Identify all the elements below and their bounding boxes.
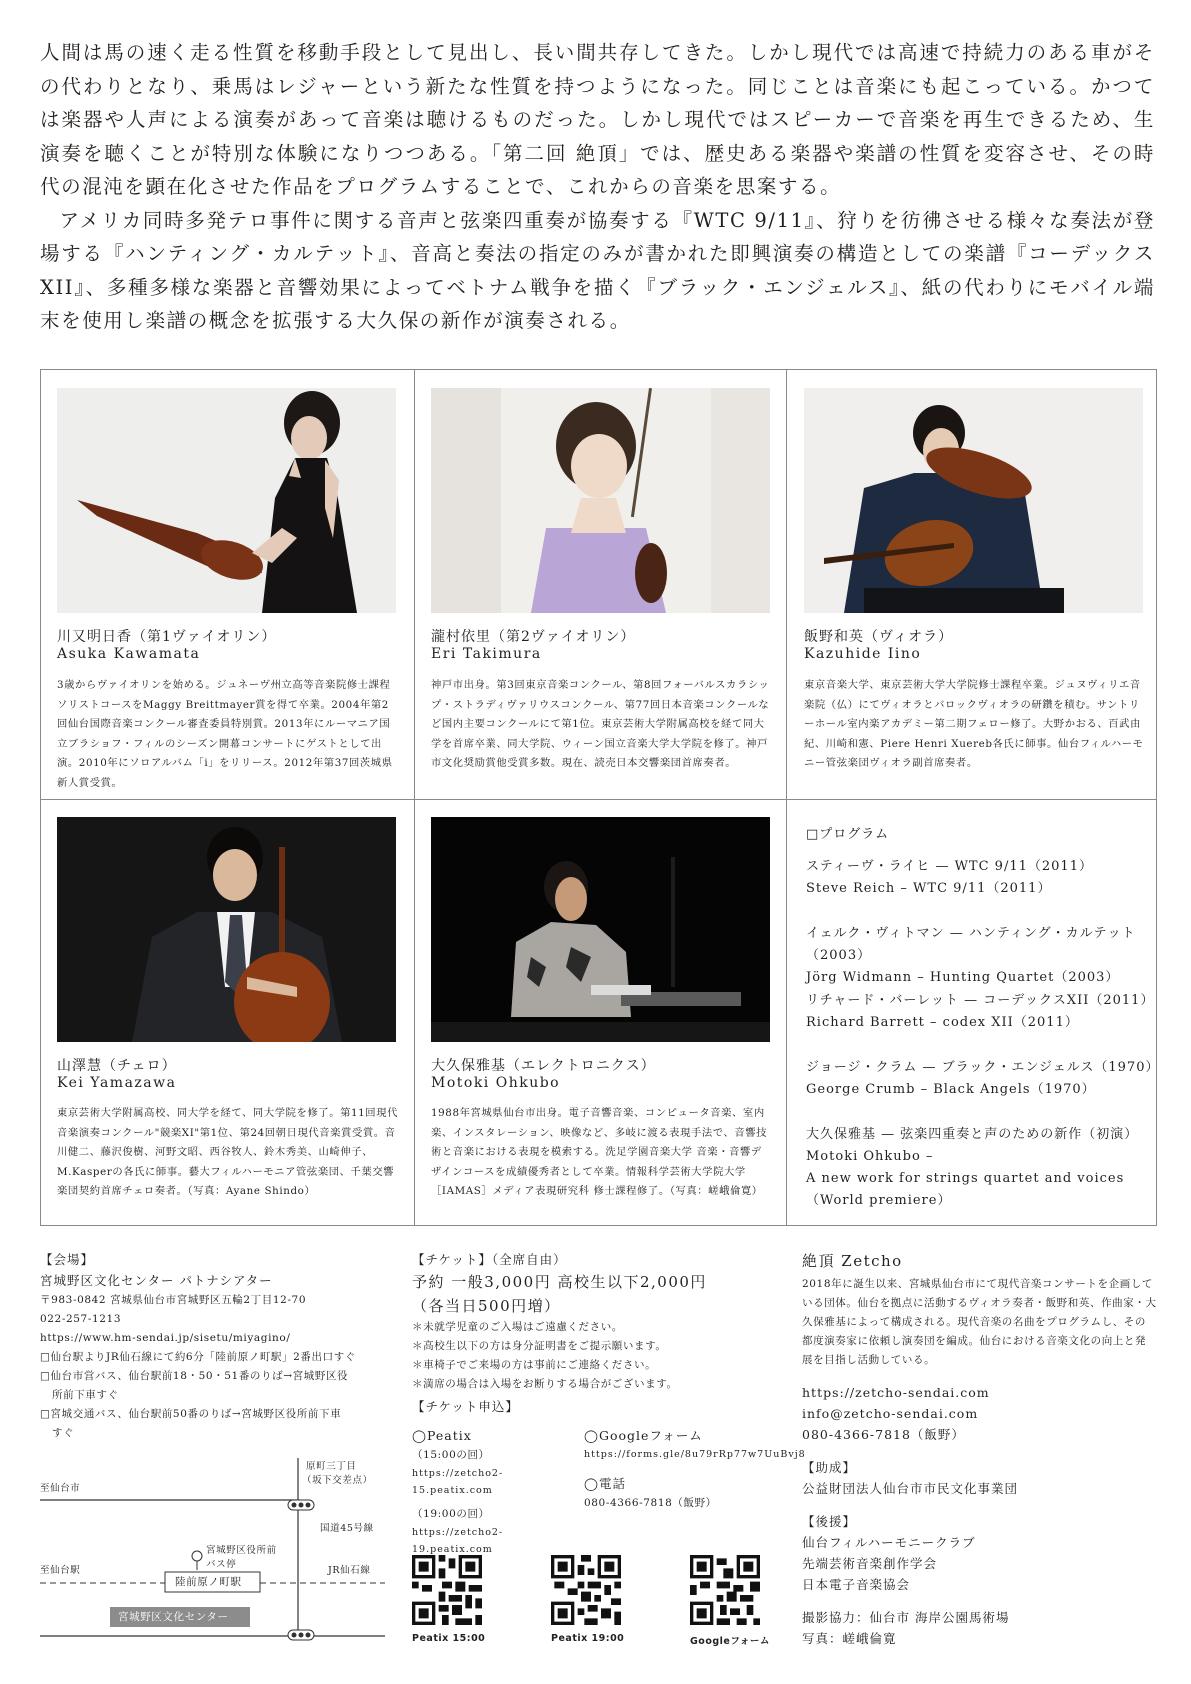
grid-divider: [41, 799, 1156, 800]
program-item-en: Motoki Ohkubo –: [806, 1149, 934, 1164]
program-item: [806, 923, 1156, 989]
intro-paragraph-1: 人間は馬の速く走る性質を移動手段として見出し、長い間共存してきた。しかし現代では高速で持続力のある車がその代わりとなり、乗馬はレジャーという新たな性質を持つようになった。同じことは音楽にも起こっている。かつては楽器や人声による演奏があって音楽は聴けるものだった。しかし現代ではスピーカーで音楽を再生できるため、生演奏を聴くことが特別な体験になりつつある。「第二回 絶頂」では、歴史ある楽器や楽譜の性質を変容させ、その時代の混沌を顕在化させた作品をプログラムすることで、これからの音楽を思案する。: [40, 41, 1155, 198]
access-line: □宮城交通バス、仙台駅前50番のりば→宮城野区役所前下車: [40, 1408, 342, 1420]
ticket-note: ＊満席の場合は入場をお断りする場合がございます。: [412, 1378, 678, 1390]
photo-yamazawa: [57, 817, 396, 1042]
phone-number: 080-4366-7818（飯野）: [584, 1497, 717, 1509]
support-name: 日本電子音楽協会: [802, 1577, 911, 1592]
program-item: [806, 856, 1093, 900]
access-line: □仙台市営バス、仙台駅前18・50・51番のりば→宮城野区役: [40, 1370, 349, 1382]
performer-name-ja: 川又明日香（第1ヴァイオリン）: [57, 629, 277, 645]
program-item: [806, 990, 1154, 1034]
org-email[interactable]: info@zetcho-sendai.com: [802, 1406, 979, 1421]
qr-code-peatix-15[interactable]: [412, 1555, 482, 1625]
intro-text: [40, 36, 1155, 338]
qr-label: Peatix 15:00: [412, 1633, 486, 1644]
program-item-ja: ジョージ・クラム — ブラック・エンジェルス（1970）: [806, 1060, 1160, 1075]
program-item-en: A new work for strings quartet and voices: [806, 1171, 1125, 1186]
support-name: 先端芸術音楽創作学会: [802, 1556, 938, 1571]
grid-divider: [786, 370, 787, 1225]
performer-name-ja: 瀧村依里（第2ヴァイオリン）: [431, 629, 636, 645]
performer-name-en: Asuka Kawamata: [57, 646, 201, 662]
performer-bio: 東京音楽大学、東京芸術大学大学院修士課程卒業。ジュヌヴィリエ音楽院（仏）にてヴィオラとバロックヴィオラの研鑽を積む。サントリーホール室内楽アカデミー第二期フェロー修了。大野かおる、百武由紀、川崎和憲、Piere Henri Xuereb各氏に師事。仙台フィルハーモニー管弦楽団ヴィオラ副首席奏者。: [804, 679, 1144, 770]
intro-paragraph-2: アメリカ同時多発テロ事件に関する音声と弦楽四重奏が協奏する『WTC 9/11』、狩りを彷彿させる様々な奏法が登場する『ハンティング・カルテット』、音高と奏法の指定のみが書かれた即興演奏の構造としての楽譜『コーデックスXII』、多種多様な楽器と音響効果によってベトナム戦争を描く『ブラック・エンジェルス』、紙の代わりにモバイル端末を使用し楽譜の概念を拡張する大久保の新作が演奏される。: [40, 208, 1155, 332]
photo-kawamata: [57, 388, 396, 613]
peatix-15-url[interactable]: https://zetcho2-15.peatix.com: [412, 1468, 504, 1496]
ticket-door-price: （各当日500円増）: [412, 1297, 561, 1315]
access-map: [40, 1458, 395, 1653]
venue-info: [40, 1249, 380, 1443]
qr-label: Googleフォーム: [690, 1636, 770, 1647]
venue-url[interactable]: https://www.hm-sendai.jp/sisetu/miyagino/: [40, 1332, 291, 1344]
performer-bio: 1988年宮城県仙台市出身。電子音響音楽、コンピュータ音楽、室内楽、インスタレーション、映像など、多岐に渡る表現手法で、音響技術と音楽における表現を模索する。洗足学園音楽大学 音楽・音響デザインコースを成績優秀者として卒業。情報科学芸術大学院大学［IAMAS］メディア表現研究科 修士課程修了。（写真：嵯峨倫寛）: [431, 1107, 768, 1198]
photo-iino: [804, 388, 1143, 613]
ticket-google: [584, 1425, 806, 1513]
grid-divider: [414, 370, 415, 1225]
support-heading: 【後援】: [802, 1514, 857, 1529]
map-label: JR仙石線: [328, 1565, 371, 1576]
venue-heading: 【会場】: [40, 1252, 95, 1267]
program-item-en: Richard Barrett – codex XII（2011）: [806, 1015, 1079, 1030]
google-form-label: ◯Googleフォーム: [584, 1428, 703, 1443]
program-item-en: Jörg Widmann – Hunting Quartet（2003）: [806, 970, 1120, 985]
performer-grid: [40, 369, 1160, 1226]
google-form-url[interactable]: https://forms.gle/8u79rRp77w7UuBvj8: [584, 1449, 806, 1460]
map-label: 至仙台市: [40, 1483, 81, 1494]
support-name: 仙台フィルハーモニークラブ: [802, 1535, 976, 1550]
program-item-ja: イェルク・ヴィトマン — ハンティング・カルテット（2003）: [806, 926, 1136, 963]
performer-name-ja: 飯野和英（ヴィオラ）: [804, 629, 954, 645]
grant-heading: 【助成】: [802, 1460, 857, 1475]
program-item-en: Steve Reich – WTC 9/11（2011）: [806, 881, 1052, 896]
org-description: 2018年に誕生以来、宮城県仙台市にて現代音楽コンサートを企画している団体。仙台を拠点に活動するヴィオラ奏者・飯野和英、作曲家・大久保雅基によって構成される。現代音楽の名曲をプログラムし、その都度演奏家に依頼し演奏団を編成。仙台における音楽文化の向上と発展を目指し活動している。: [802, 1278, 1157, 1366]
ticket-heading: 【チケット】（全席自由）: [412, 1252, 567, 1267]
performer-name-en: Kei Yamazawa: [57, 1075, 177, 1091]
map-label: 原町三丁目: [306, 1461, 357, 1472]
performer-name-en: Kazuhide Iino: [804, 646, 922, 662]
program-item: [806, 1057, 1160, 1101]
org-url[interactable]: https://zetcho-sendai.com: [802, 1385, 990, 1400]
program-item-ja: スティーヴ・ライヒ — WTC 9/11（2011）: [806, 859, 1093, 874]
program-item-ja: リチャード・バーレット — コーデックスXII（2011）: [806, 993, 1155, 1008]
map-label: 国道45号線: [320, 1523, 374, 1534]
performer-bio: 3歳からヴァイオリンを始める。ジュネーヴ州立高等音楽院修士課程ソリストコースをMaggy Breittmayer賞を得て卒業。2004年第2回仙台国際音楽コンクール審査委員特別賞。2013年にルーマニア国立ブラショフ・フィルのシーズン開幕コンサートにゲストとして出演。2010年にソロアルバム「i」をリリース。2012年第37回茨城県新人賞受賞。: [57, 679, 393, 789]
venue-name: 宮城野区文化センター パトナシアター: [40, 1273, 273, 1288]
ticket-price: 予約 一般3,000円 高校生以下2,000円: [412, 1273, 707, 1291]
org-name: 絶頂 Zetcho: [802, 1252, 903, 1270]
program-item-en: George Crumb – Black Angels（1970）: [806, 1082, 1096, 1097]
photo-credit: 撮影協力：仙台市 海岸公園馬術場: [802, 1610, 1010, 1625]
access-line: 所前下車すぐ: [52, 1389, 119, 1401]
performer-name-ja: 大久保雅基（エレクトロニクス）: [431, 1058, 656, 1074]
org-tel: 080-4366-7818（飯野）: [802, 1427, 965, 1442]
peatix-15-label: （15:00の回）: [412, 1449, 490, 1461]
map-label: （坂下交差点）: [302, 1475, 373, 1486]
peatix-19-label: （19:00の回）: [412, 1508, 490, 1520]
ticket-info: [412, 1249, 792, 1417]
map-label: バス停: [206, 1559, 237, 1570]
performer-name-ja: 山澤慧（チェロ）: [57, 1058, 177, 1074]
photo-ohkubo: [431, 817, 770, 1042]
venue-address: 〒983-0842 宮城県仙台市宮城野区五輪2丁目12-70: [40, 1294, 307, 1306]
map-venue: 宮城野区文化センター: [118, 1611, 229, 1623]
photo-credit: 写真：嵯峨倫寛: [802, 1631, 897, 1646]
map-label: 至仙台駅: [40, 1565, 81, 1576]
qr-code-google-form[interactable]: [690, 1555, 760, 1625]
ticket-peatix: [412, 1425, 572, 1558]
map-label: 宮城野区役所前: [206, 1545, 277, 1556]
map-station: 陸前原ノ町駅: [175, 1576, 242, 1588]
program-item-en: （World premiere）: [806, 1193, 952, 1208]
ticket-note: ＊車椅子でご来場の方は事前にご連絡ください。: [412, 1359, 657, 1371]
performer-bio: 東京芸術大学附属高校、同大学を経て、同大学院を修了。第11回現代音楽演奏コンクール"競楽XI"第1位、第24回朝日現代音楽賞受賞。音川健二、藤沢俊樹、河野文昭、西谷牧人、鈴木秀美、山崎伸子、M.Kasperの各氏に師事。藝大フィルハーモニア管弦楽団、千葉交響楽団契約首席チェロ奏者。（写真：Ayane Shindo）: [57, 1107, 399, 1198]
photo-takimura: [431, 388, 770, 613]
program-item: [806, 1124, 1138, 1212]
ticket-note: ＊未就学児童のご入場はご遠慮ください。: [412, 1321, 623, 1333]
program-item-ja: 大久保雅基 — 弦楽四重奏と声のための新作（初演）: [806, 1127, 1139, 1142]
ticket-apply-heading: 【チケット申込】: [412, 1399, 519, 1414]
phone-label: ◯電話: [584, 1476, 626, 1491]
grant-name: 公益財団法人仙台市市民文化事業団: [802, 1481, 1019, 1496]
organization-info: [802, 1249, 1157, 1649]
ticket-note: ＊高校生以下の方は身分証明書をご提示願います。: [412, 1340, 667, 1352]
performer-name-en: Eri Takimura: [431, 646, 542, 662]
access-line: □仙台駅よりJR仙石線にて約6分「陸前原ノ町駅」2番出口すぐ: [40, 1351, 356, 1363]
qr-label: Peatix 19:00: [551, 1633, 625, 1644]
performer-name-en: Motoki Ohkubo: [431, 1075, 561, 1091]
peatix-label: ◯Peatix: [412, 1428, 472, 1443]
performer-bio: 神戸市出身。第3回東京音楽コンクール、第8回フォーバルスカラシップ・ストラディヴァリウスコンクール、第77回日本音楽コンクールなど国内主要コンクールにて第1位。東京芸術大学附属高校を経て同大学を首席卒業、同大学院、ウィーン国立音楽大学大学院を修了。神戸市文化奨励賞他受賞多数。現在、読売日本交響楽団首席奏者。: [431, 679, 770, 770]
program-title: □プログラム: [806, 827, 890, 842]
qr-code-peatix-19[interactable]: [551, 1555, 621, 1625]
access-line: すぐ: [52, 1427, 75, 1439]
peatix-19-url[interactable]: https://zetcho2-19.peatix.com: [412, 1527, 504, 1555]
venue-tel: 022-257-1213: [40, 1313, 122, 1325]
